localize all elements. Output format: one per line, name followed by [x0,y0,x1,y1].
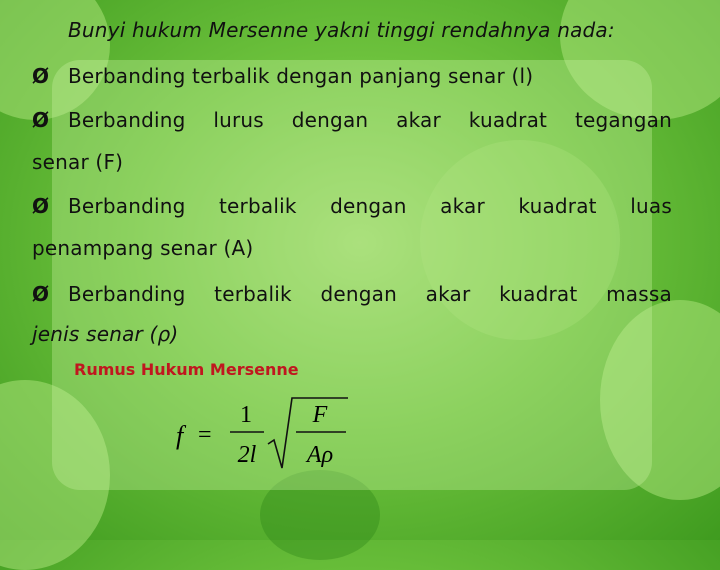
bullet-word: lurus [213,108,264,132]
mersenne-formula [172,394,352,474]
bullet-word: kuadrat [499,282,578,306]
bullet-word: dengan [291,108,369,132]
formula-equals: = [198,422,212,448]
bullet-word: terbalik [219,194,297,218]
bullet-word: Berbanding [68,282,186,306]
bullet-item-4 [32,282,672,306]
bullet-word: luas [630,194,672,218]
arrow-bullet-icon: Ø [32,194,50,218]
arrow-bullet-icon: Ø [32,64,50,88]
bullet-item-2 [32,108,672,132]
radicand-denominator: Aρ [306,442,334,468]
bullet-word: massa [606,282,672,306]
slide-title: Bunyi hukum Mersenne yakni tinggi rendahnya nada: [68,18,615,42]
bullet-continuation: senar (F) [32,150,124,174]
bullet-word: dengan [330,194,407,218]
arrow-bullet-icon: Ø [32,108,50,132]
bullet-word: terbalik [214,282,292,306]
formula-label: Rumus Hukum Mersenne [74,360,299,379]
bullet-word: Berbanding [68,194,186,218]
radicand-numerator: F [312,402,328,428]
bullet-item-1 [32,64,533,88]
bullet-word: akar [440,194,485,218]
arrow-bullet-icon: Ø [32,282,50,306]
bullet-continuation: penampang senar (A) [32,236,254,260]
bullet-continuation: jenis senar (ρ) [32,322,179,346]
bullet-word: akar [396,108,441,132]
bullet-word: dengan [320,282,397,306]
bullet-text: Berbanding terbalik dengan panjang senar (l) [68,64,534,88]
bullet-word: akar [425,282,471,306]
bullet-item-3 [32,194,672,218]
bullet-word: kuadrat [468,108,548,132]
bullet-word: kuadrat [518,194,597,218]
formula-lhs: f [176,421,184,450]
bullet-word: Berbanding [68,108,186,132]
formula-denominator: 2l [237,442,257,468]
bullet-word: tegangan [574,108,672,132]
formula-numerator: 1 [240,402,252,428]
